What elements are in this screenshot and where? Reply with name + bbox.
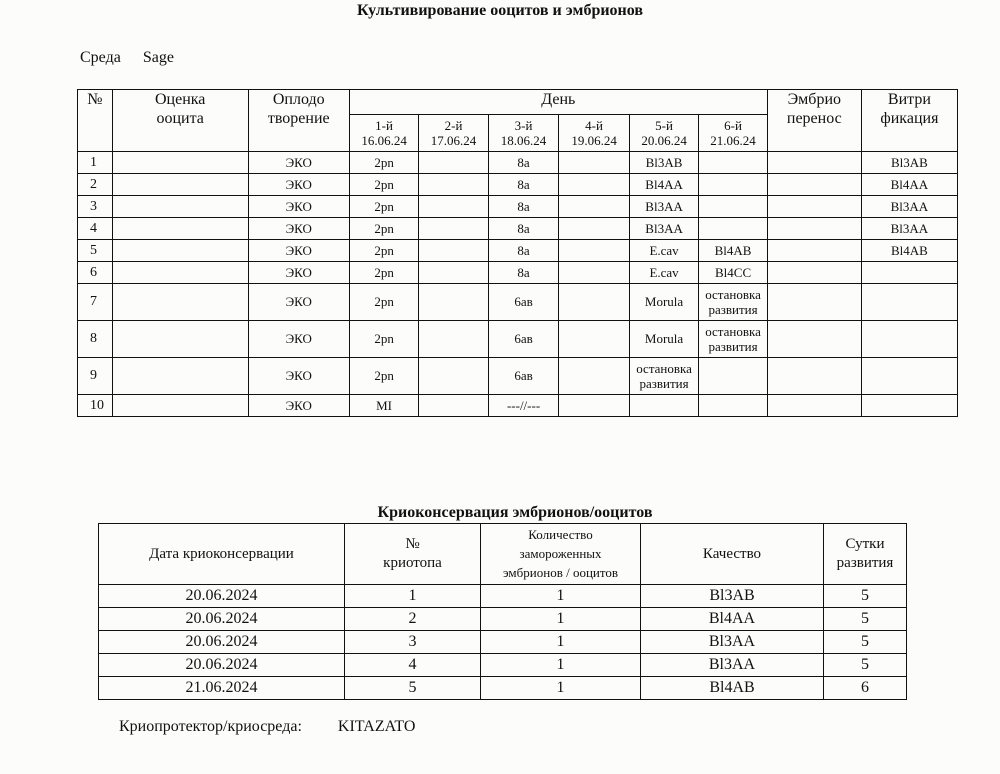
row-num: 9	[78, 358, 113, 395]
dev-days-cell: 5	[824, 585, 907, 608]
day5-cell: Morula	[629, 284, 698, 321]
day-2-header: 2-й 17.06.24	[419, 115, 488, 152]
day5-cell: E.cav	[629, 262, 698, 284]
day-3-header: 3-й 18.06.24	[488, 115, 559, 152]
quality-cell: Bl4AB	[641, 677, 824, 700]
table-row	[99, 608, 907, 631]
day3-cell: 6ав	[488, 284, 559, 321]
header-oocyte-eval: Оценка ооцита	[112, 90, 248, 152]
day3-cell: 6ав	[488, 321, 559, 358]
header-count: Количество замороженных эмбрионов / ооцитов	[481, 524, 641, 585]
straw-cell: 2	[345, 608, 481, 631]
day2-cell	[419, 284, 488, 321]
day5-cell: Morula	[629, 321, 698, 358]
row-num: 2	[78, 174, 113, 196]
day6-cell: Bl4AB	[699, 240, 767, 262]
day-5-header: 5-й 20.06.24	[629, 115, 698, 152]
transfer-cell	[767, 358, 861, 395]
day1-cell: 2pn	[349, 284, 418, 321]
row-num: 1	[78, 152, 113, 174]
cryo-date-cell: 20.06.2024	[99, 585, 345, 608]
header-num: №	[78, 90, 113, 152]
table-row	[78, 358, 958, 395]
day4-cell	[559, 174, 630, 196]
day6-cell	[699, 196, 767, 218]
table-row	[78, 284, 958, 321]
header-fertilization: Оплодо творение	[248, 90, 349, 152]
day3-cell: 8a	[488, 262, 559, 284]
table-row	[78, 262, 958, 284]
table-row	[78, 196, 958, 218]
day2-cell	[419, 358, 488, 395]
cryo-title: Криоконсервация эмбрионов/ооцитов	[377, 504, 653, 521]
culture-header-row	[78, 90, 958, 115]
vitr-cell	[861, 358, 957, 395]
transfer-cell	[767, 262, 861, 284]
method-cell: ЭКО	[248, 358, 349, 395]
header-quality: Качество	[641, 524, 824, 585]
day6-cell	[699, 174, 767, 196]
day1-cell: 2pn	[349, 218, 418, 240]
cryoprotector-line	[119, 718, 415, 736]
day5-cell: Bl3AA	[629, 218, 698, 240]
day5-cell: остановка развития	[629, 358, 698, 395]
day5-cell	[629, 395, 698, 417]
oocyte-eval-cell	[112, 321, 248, 358]
day6-cell	[699, 152, 767, 174]
transfer-cell	[767, 218, 861, 240]
day3-cell: 8a	[488, 152, 559, 174]
count-cell: 1	[481, 654, 641, 677]
quality-cell: Bl3AA	[641, 631, 824, 654]
method-cell: ЭКО	[248, 218, 349, 240]
day2-cell	[419, 196, 488, 218]
day2-cell	[419, 218, 488, 240]
row-num: 4	[78, 218, 113, 240]
vitr-cell: Bl3AB	[861, 152, 957, 174]
day4-cell	[559, 218, 630, 240]
day3-cell: 8a	[488, 240, 559, 262]
table-row	[78, 152, 958, 174]
header-vitrification: Витри фикация	[861, 90, 957, 152]
transfer-cell	[767, 196, 861, 218]
day1-cell: 2pn	[349, 358, 418, 395]
quality-cell: Bl4AA	[641, 608, 824, 631]
cryo-date-cell: 20.06.2024	[99, 631, 345, 654]
day2-cell	[419, 321, 488, 358]
vitr-cell	[861, 395, 957, 417]
vitr-cell	[861, 262, 957, 284]
table-row	[99, 654, 907, 677]
count-cell: 1	[481, 677, 641, 700]
day4-cell	[559, 358, 630, 395]
culture-medium	[80, 49, 174, 67]
day4-cell	[559, 395, 630, 417]
oocyte-eval-cell	[112, 284, 248, 321]
day3-cell: 8a	[488, 196, 559, 218]
vitr-cell	[861, 321, 957, 358]
day4-cell	[559, 240, 630, 262]
row-num: 5	[78, 240, 113, 262]
oocyte-eval-cell	[112, 358, 248, 395]
quality-cell: Bl3AA	[641, 654, 824, 677]
day6-cell: Bl4CC	[699, 262, 767, 284]
day5-cell: Bl3AB	[629, 152, 698, 174]
day6-cell	[699, 358, 767, 395]
day5-cell: E.cav	[629, 240, 698, 262]
table-row	[78, 174, 958, 196]
vitr-cell: Bl4AB	[861, 240, 957, 262]
medium-value: Sage	[142, 49, 174, 66]
header-cryo-date: Дата криоконсервации	[99, 524, 345, 585]
row-num: 6	[78, 262, 113, 284]
vitr-cell: Bl3AA	[861, 196, 957, 218]
vitr-cell: Bl3AA	[861, 218, 957, 240]
cryo-date-cell: 21.06.2024	[99, 677, 345, 700]
day2-cell	[419, 152, 488, 174]
row-num: 3	[78, 196, 113, 218]
document-title: Культивирование ооцитов и эмбрионов	[356, 2, 644, 19]
oocyte-eval-cell	[112, 240, 248, 262]
method-cell: ЭКО	[248, 284, 349, 321]
header-day: День	[349, 90, 767, 115]
day4-cell	[559, 196, 630, 218]
row-num: 10	[78, 395, 113, 417]
day4-cell	[559, 152, 630, 174]
day3-cell: 8a	[488, 218, 559, 240]
transfer-cell	[767, 284, 861, 321]
header-straw: № криотопа	[345, 524, 481, 585]
quality-cell: Bl3AB	[641, 585, 824, 608]
straw-cell: 3	[345, 631, 481, 654]
straw-cell: 1	[345, 585, 481, 608]
row-num: 8	[78, 321, 113, 358]
straw-cell: 4	[345, 654, 481, 677]
day3-cell: 6ав	[488, 358, 559, 395]
transfer-cell	[767, 395, 861, 417]
day3-cell: 8a	[488, 174, 559, 196]
method-cell: ЭКО	[248, 395, 349, 417]
day1-cell: 2pn	[349, 196, 418, 218]
medium-label: Среда	[80, 49, 121, 66]
dev-days-cell: 6	[824, 677, 907, 700]
table-row	[99, 677, 907, 700]
transfer-cell	[767, 152, 861, 174]
dev-days-cell: 5	[824, 608, 907, 631]
cryo-header-row	[99, 524, 907, 585]
transfer-cell	[767, 240, 861, 262]
day2-cell	[419, 395, 488, 417]
day-1-header: 1-й 16.06.24	[349, 115, 418, 152]
transfer-cell	[767, 174, 861, 196]
table-row	[78, 395, 958, 417]
row-num: 7	[78, 284, 113, 321]
method-cell: ЭКО	[248, 152, 349, 174]
day1-cell: 2pn	[349, 152, 418, 174]
table-row	[78, 321, 958, 358]
day4-cell	[559, 321, 630, 358]
day6-cell	[699, 395, 767, 417]
vitr-cell	[861, 284, 957, 321]
oocyte-eval-cell	[112, 152, 248, 174]
cryo-date-cell: 20.06.2024	[99, 608, 345, 631]
day1-cell: MI	[349, 395, 418, 417]
cryo-date-cell: 20.06.2024	[99, 654, 345, 677]
count-cell: 1	[481, 585, 641, 608]
transfer-cell	[767, 321, 861, 358]
day3-cell: ---//---	[488, 395, 559, 417]
day6-cell: остановка развития	[699, 321, 767, 358]
method-cell: ЭКО	[248, 262, 349, 284]
day6-cell: остановка развития	[699, 284, 767, 321]
day1-cell: 2pn	[349, 262, 418, 284]
day1-cell: 2pn	[349, 174, 418, 196]
culture-table	[77, 89, 958, 417]
cryoprotector-value: KITAZATO	[337, 718, 416, 735]
header-embryo-transfer: Эмбрио перенос	[767, 90, 861, 152]
day-4-header: 4-й 19.06.24	[559, 115, 630, 152]
day2-cell	[419, 174, 488, 196]
method-cell: ЭКО	[248, 321, 349, 358]
vitr-cell: Bl4AA	[861, 174, 957, 196]
oocyte-eval-cell	[112, 218, 248, 240]
day-6-header: 6-й 21.06.24	[699, 115, 767, 152]
day2-cell	[419, 240, 488, 262]
table-row	[99, 585, 907, 608]
table-row	[78, 240, 958, 262]
method-cell: ЭКО	[248, 174, 349, 196]
straw-cell: 5	[345, 677, 481, 700]
method-cell: ЭКО	[248, 196, 349, 218]
dev-days-cell: 5	[824, 654, 907, 677]
header-dev-days: Сутки развития	[824, 524, 907, 585]
table-row	[99, 631, 907, 654]
cryoprotector-label: Криопротектор/криосреда:	[119, 718, 302, 735]
oocyte-eval-cell	[112, 262, 248, 284]
day5-cell: Bl4AA	[629, 174, 698, 196]
day5-cell: Bl3AA	[629, 196, 698, 218]
day1-cell: 2pn	[349, 240, 418, 262]
cryo-table	[98, 523, 907, 700]
method-cell: ЭКО	[248, 240, 349, 262]
day1-cell: 2pn	[349, 321, 418, 358]
day6-cell	[699, 218, 767, 240]
count-cell: 1	[481, 631, 641, 654]
day2-cell	[419, 262, 488, 284]
day4-cell	[559, 262, 630, 284]
oocyte-eval-cell	[112, 395, 248, 417]
day4-cell	[559, 284, 630, 321]
count-cell: 1	[481, 608, 641, 631]
table-row	[78, 218, 958, 240]
oocyte-eval-cell	[112, 174, 248, 196]
dev-days-cell: 5	[824, 631, 907, 654]
oocyte-eval-cell	[112, 196, 248, 218]
